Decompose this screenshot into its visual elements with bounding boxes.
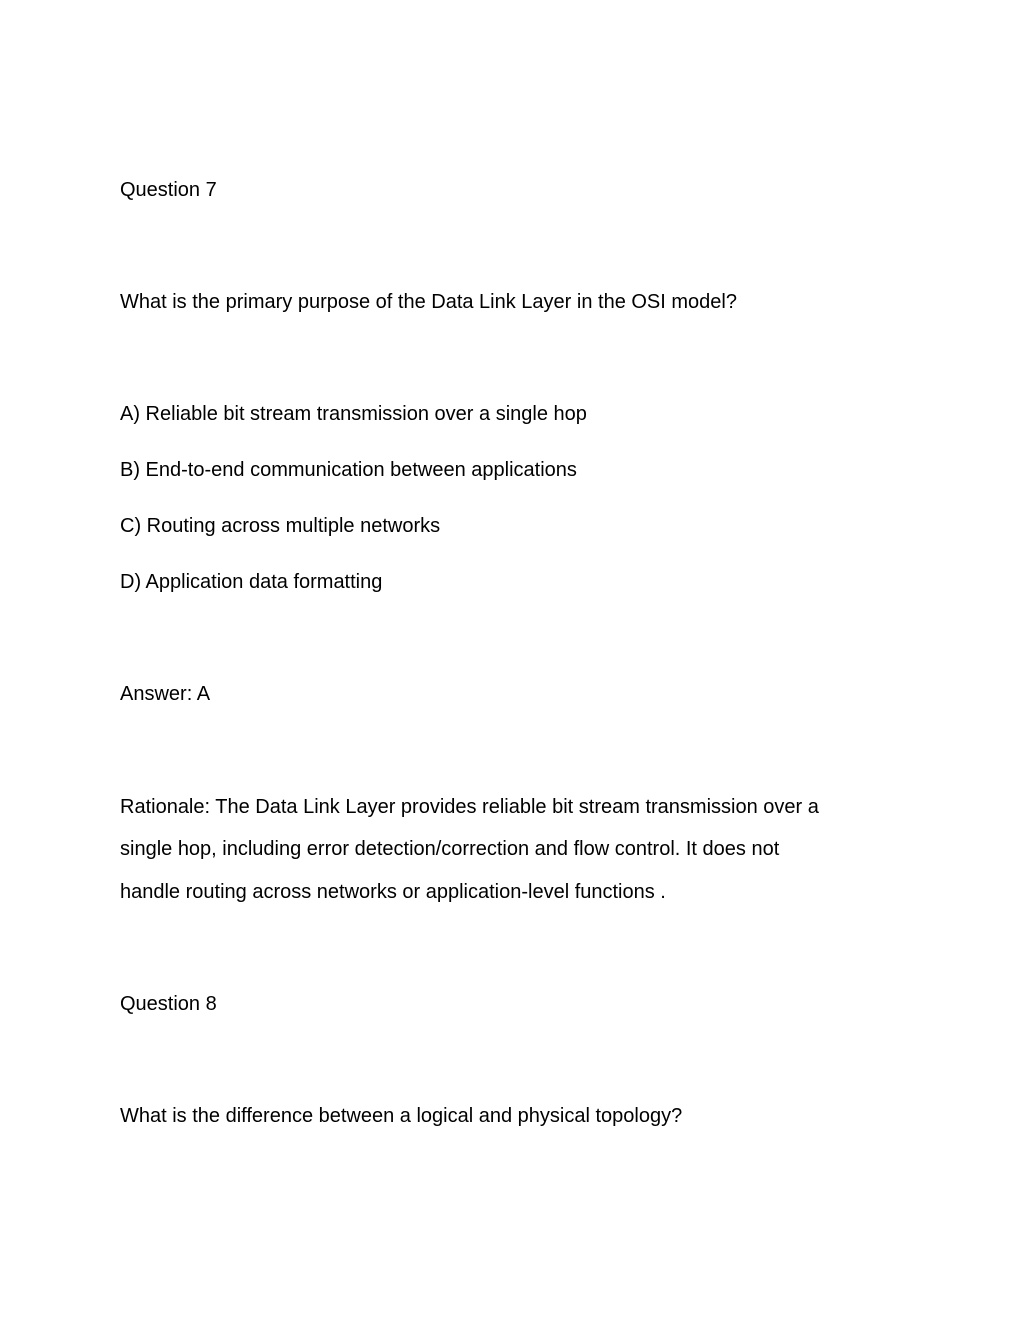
- question-7-rationale-line-1: Rationale: The Data Link Layer provides reliable bit stream transmission over a: [120, 796, 819, 818]
- question-7-option-c: C) Routing across multiple networks: [120, 515, 441, 537]
- question-7-option-b: B) End-to-end communication between applications: [120, 459, 577, 481]
- question-7-rationale-line-3: handle routing across networks or application-level functions .: [120, 881, 666, 903]
- question-8-heading: Question 8: [120, 993, 217, 1015]
- question-7-option-a: A) Reliable bit stream transmission over a single hop: [120, 403, 587, 425]
- question-7-heading: Question 7: [120, 179, 217, 201]
- question-7-rationale-line-2: single hop, including error detection/correction and flow control. It does not: [120, 838, 780, 860]
- question-7-option-d: D) Application data formatting: [120, 571, 383, 593]
- question-8-prompt: What is the difference between a logical and physical topology?: [120, 1105, 683, 1127]
- question-7-prompt: What is the primary purpose of the Data Link Layer in the OSI model?: [120, 291, 737, 313]
- question-7-answer: Answer: A: [120, 683, 211, 705]
